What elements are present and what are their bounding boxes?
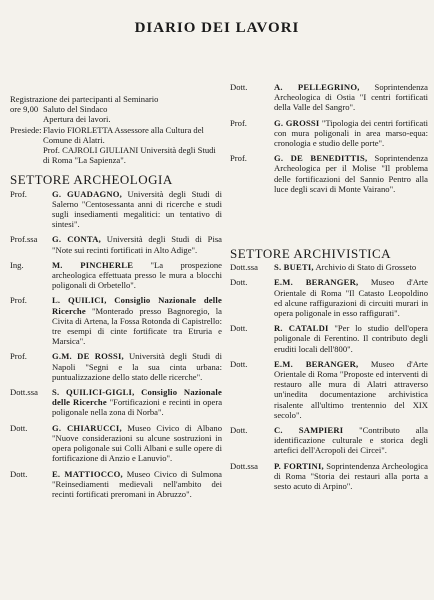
entry-title: Prof. [10, 188, 27, 199]
speaker-name: G. DE BENEDITTIS, [274, 153, 368, 164]
speaker-name: G. GUADAGNO, [52, 188, 123, 199]
intro-row [10, 114, 222, 124]
talk-text: Archivio di Stato di Grosseto [313, 262, 417, 273]
program-entry [230, 461, 428, 492]
program-entry [10, 189, 222, 230]
speaker-name: E. MATTIOCCO, [52, 468, 123, 479]
entry-title: Dott. [230, 425, 248, 436]
right-column [230, 82, 428, 496]
entry-desc [52, 351, 222, 382]
program-entry [230, 153, 428, 194]
intro-row [10, 125, 222, 145]
talk-text: Università degli Studi di Napoli "Segni e la sua cinta urbana: puntualizzazione dello stato delle ricerche". [52, 351, 222, 382]
intro-text: Apertura dei lavori. [43, 114, 111, 125]
talk-text: Università degli Studi di Salerno "Centosessanta anni di ricerche e studi sugli insediamenti megalitici: un tentativo di sintesi". [52, 188, 222, 230]
entry-title: Dott. [230, 82, 248, 92]
talk-text: "Per lo studio dell'opera poligonale di Ferentino. Il contributo degli eruditi locali dell'800". [274, 323, 428, 354]
entry-title: Prof. [230, 117, 247, 128]
entry-title: Dott.ssa [230, 460, 258, 471]
program-entry [230, 323, 428, 354]
entry-title: Prof.ssa [10, 234, 38, 245]
entry-desc [52, 423, 222, 464]
speaker-name: G. CONTA, [52, 234, 101, 245]
entry-desc [52, 260, 222, 291]
talk-text: "Fortificazioni e recinti in opera poligonale nella zona di Norba". [52, 397, 223, 418]
talk-text: Museo Civico di Sulmona "Reinsediamenti medievali nell'ambito dei recinti fortificati preromani in Abruzzo". [52, 468, 222, 499]
section-heading-archivistica: SETTORE ARCHIVISTICA [230, 246, 392, 262]
speaker-name: P. FORTINI, [274, 460, 324, 471]
entry-title: Prof. [230, 153, 247, 164]
entry-desc [274, 323, 428, 354]
column-spacer [230, 199, 428, 243]
talk-text: "Tipologia dei centri fortificati con mura poligonali in area marso-equa: cronologia e studio delle porte". [274, 117, 428, 149]
intro-text: Prof. CAJROLI GIULIANI Università degli Studi di Roma "La Sapienza". [43, 145, 216, 166]
entry-title: Dott. [230, 358, 248, 369]
entry-desc [52, 295, 222, 346]
speaker-name: G.M. DE ROSSI, [52, 351, 124, 362]
program-entry [230, 118, 428, 149]
entry-title: Dott.ssa [10, 387, 38, 398]
speaker-name: A. PELLEGRINO, [274, 82, 360, 92]
entry-title: Dott. [10, 422, 28, 433]
program-entry [230, 359, 428, 420]
intro-label: Presiede: [10, 124, 42, 135]
speaker-name: E.M. BERANGER, [274, 277, 359, 288]
intro-label: ore 9,00 [10, 104, 39, 115]
talk-text: Università degli Studi di Pisa "Note sui recinti fortificati in Alto Adige". [52, 234, 223, 255]
speaker-name: L. QUILICI, Consiglio Nazionale delle Ricerche [52, 295, 222, 316]
program-entry [230, 262, 428, 272]
entry-desc [52, 189, 222, 230]
page-title: DIARIO DEI LAVORI [134, 20, 300, 36]
speaker-name: M. PINCHERLE [52, 259, 134, 270]
intro-text: Saluto del Sindaco [43, 104, 108, 115]
speaker-name: G. CHIARUCCI, [52, 422, 122, 433]
entry-desc [274, 82, 428, 113]
program-entry [10, 387, 222, 418]
entry-desc [274, 461, 428, 492]
entry-desc [274, 425, 428, 456]
speaker-name: S. BUETI, [274, 262, 314, 273]
speaker-name: S. QUILICI-GIGLI, Consiglio Nazionale delle Ricerche [52, 387, 222, 408]
intro-text: Flavio FIORLETTA Assessore alla Cultura del Comune di Alatri. [43, 124, 204, 145]
program-entry [10, 351, 222, 382]
entry-desc [274, 277, 428, 318]
program-entry [10, 423, 222, 464]
entry-desc [52, 469, 222, 500]
section-heading-archeologia: SETTORE ARCHEOLOGIA [10, 172, 173, 188]
talk-text: Museo d'Arte Orientale di Roma "Il Catasto Leopoldino ed alcune raffigurazioni di circuiti murari in opera poligonale in esso raffigurati". [274, 277, 428, 319]
entry-desc [274, 118, 428, 149]
entry-title: Ing. [10, 259, 24, 270]
entry-title: Dott. [230, 277, 248, 288]
entry-title: Dott.ssa [230, 262, 258, 273]
speaker-name: E.M. BERANGER, [274, 358, 359, 369]
program-entry [10, 295, 222, 346]
entry-title: Prof. [10, 351, 27, 362]
talk-text: Soprintendenza Archeologica di Ostia "I centri fortificati della Valle del Sangro". [274, 82, 428, 113]
intro-label [10, 114, 43, 124]
speaker-name: C. SAMPIERI [274, 425, 344, 436]
intro-row [10, 104, 222, 114]
entry-desc [274, 359, 428, 420]
talk-text: "Contributo alla identificazione culturale e storica degli artefici dell'Acropoli dei Circei". [274, 425, 428, 456]
entry-desc [52, 387, 222, 418]
left-column [10, 94, 222, 504]
intro-registration: Registrazione dei partecipanti al Seminario [10, 94, 159, 104]
entry-desc [52, 234, 222, 254]
intro-label [10, 145, 43, 165]
program-entry [10, 260, 222, 291]
talk-text: Museo Civico di Albano "Nuove considerazioni su alcune sostruzioni in opera poligonale sui Colli Albani e sulle opere di fortificazione di Anzio e Lanuvio". [52, 422, 222, 464]
talk-text: Soprintendenza Archeologica per il Molise "Il problema delle fortificazioni del Sannio Pentro alla luce degli scavi di Monte Vairano". [274, 153, 428, 194]
program-entry [230, 82, 428, 113]
program-entry [230, 277, 428, 318]
entry-desc [274, 153, 428, 194]
entry-desc [274, 262, 428, 272]
talk-text: "La prospezione archeologica effettuata presso le mura a blocchi poligonali di Orbetello". [52, 259, 222, 291]
talk-text: "Monterado presso Bagnoregio, la Civita di Artena, la Fossa Rotonda di Capistrello: tre esempi di cinte fortificate tra Etruria e Marsica". [52, 305, 222, 347]
program-entry [10, 469, 222, 500]
intro-row [10, 145, 222, 165]
program-entry [230, 425, 428, 456]
program-entry [10, 234, 222, 254]
entry-title: Dott. [10, 468, 28, 479]
speaker-name: R. CATALDI [274, 323, 329, 334]
speaker-name: G. GROSSI [274, 117, 320, 128]
entry-title: Dott. [230, 323, 248, 334]
intro-block [10, 94, 222, 165]
talk-text: Museo d'Arte Orientale di Roma "Proposte ed interventi di restauro alle mura di Alatri attraverso un'inedita documentazione archivistica risalente all'ultimo trentennio del XIX secolo". [274, 358, 428, 420]
talk-text: Soprintendenza Archeologica di Roma "Storia dei restauri alla porta a sesto acuto di Arpino". [274, 460, 428, 492]
entry-title: Prof. [10, 295, 27, 306]
